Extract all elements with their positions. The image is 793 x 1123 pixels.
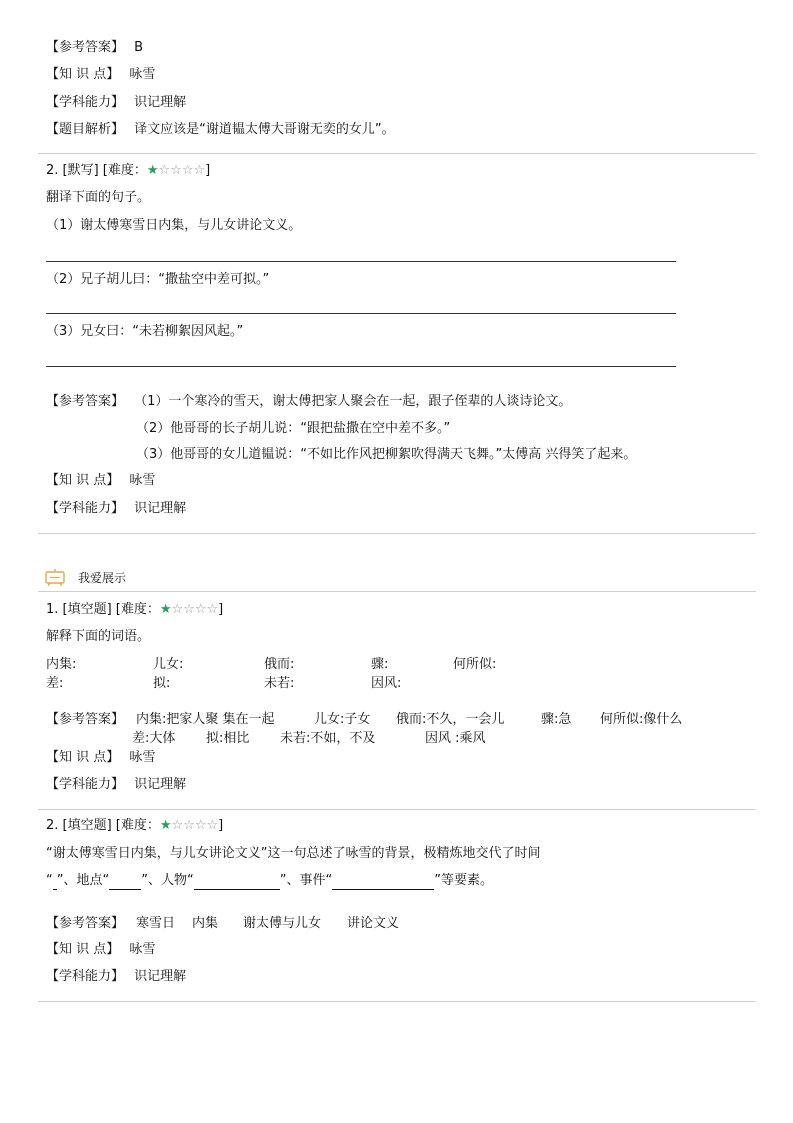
knowledge-point-row [46,473,155,489]
word-item: 何所似: [453,657,497,672]
question-type: 2. [默写] [难度： [46,163,147,178]
knowledge-point-row [46,67,155,83]
divider [38,591,756,592]
knowledge-point-value: 咏雪 [129,67,156,82]
answer-item: 拟:相比 [206,731,250,746]
sentence-1: （1）谢太傅寒雪日内集，与儿女讲论文义。 [46,218,302,233]
ability-row [46,969,186,985]
question-header-end: ] [218,602,224,617]
ability-label: 【学科能力】 [46,501,125,516]
fill-blank-place[interactable] [109,873,141,890]
ability-value: 识记理解 [134,969,187,984]
fill-blank-event[interactable] [332,873,434,890]
question-header [46,602,223,618]
answer-item: 因风 :乘风 [425,731,486,746]
word-item: 俄而: [264,657,295,672]
ability-value: 识记理解 [134,95,187,110]
question-text-blanks [46,873,493,890]
answer-item: 儿女:子女 [314,712,371,727]
question-text: “谢太傅寒雪日内集，与儿女讲论文义”这一句总述了咏雪的背景，极精炼地交代了时间 [46,846,541,861]
analysis-label: 【题目解析】 [46,122,125,137]
star-empty-icon: ☆☆☆☆ [171,818,219,833]
divider [38,533,756,534]
ability-label: 【学科能力】 [46,95,125,110]
answer-row [46,394,571,410]
answer-item: 何所似:像什么 [600,712,683,727]
knowledge-point-label: 【知 识 点】 [46,750,120,765]
answer-item: 差:大体 [132,731,176,746]
ability-row [46,777,186,793]
answer-item: 俄而:不久，一会儿 [396,712,505,727]
question-header [46,818,223,834]
answer-label: 【参考答案】 [46,394,125,409]
word-item: 差: [46,676,64,691]
star-empty-icon: ☆☆☆☆ [158,163,206,178]
ability-value: 识记理解 [134,777,187,792]
word-item: 骤: [371,657,389,672]
word-item: 儿女: [153,657,184,672]
word-item: 因风: [371,676,402,691]
quote-event: ”、事件“ [279,873,333,888]
answer-text-2: （2）他哥哥的长子胡儿说：“跟把盐撒在空中差不多。” [136,421,451,436]
star-empty-icon: ☆☆☆☆ [171,602,219,617]
knowledge-point-value: 咏雪 [129,473,156,488]
quote-person: ”、人物“ [141,873,194,888]
knowledge-point-row [46,942,155,958]
answer-item: 内集:把家人聚 集在一起 [136,712,275,727]
answer-blank-line[interactable] [46,366,676,367]
word-item: 未若: [264,676,295,691]
question-header-end: ] [218,818,224,833]
quote-open: “ [46,873,53,888]
answer-text-1: （1）一个寒冷的雪天，谢太傅把家人聚会在一起，跟子侄辈的人谈诗论文。 [134,394,572,409]
knowledge-point-row [46,750,155,766]
star-filled-icon: ★ [159,602,172,617]
knowledge-point-label: 【知 识 点】 [46,473,120,488]
star-filled-icon: ★ [159,818,172,833]
star-filled-icon: ★ [146,163,159,178]
answer-item: 寒雪日 [136,916,176,931]
question-instruction: 翻译下面的句子。 [46,190,151,205]
word-item: 拟: [153,676,171,691]
analysis-row [46,122,395,138]
sentence-2: （2）兄子胡儿曰：“撒盐空中差可拟。” [46,272,270,287]
sentence-3: （3）兄女曰：“未若柳絮因风起。” [46,324,244,339]
ability-value: 识记理解 [134,501,187,516]
analysis-value: 译文应该是“谢道韫太傅大哥谢无奕的女儿”。 [134,122,395,137]
question-header [46,163,210,179]
answer-item: 讲论文义 [347,916,400,931]
answer-blank-line[interactable] [46,313,676,314]
answer-value: B [134,40,144,55]
question-header-end: ] [205,163,211,178]
ability-row [46,501,186,517]
divider [38,1001,756,1002]
ability-row [46,95,186,111]
quote-end: ”等要素。 [434,873,493,888]
section-title: 我爱展示 [78,571,127,585]
knowledge-point-value: 咏雪 [129,750,156,765]
answer-label: 【参考答案】 [46,712,125,727]
ability-label: 【学科能力】 [46,969,125,984]
answer-item: 内集 [192,916,219,931]
divider [38,809,756,810]
question-type: 2. [填空题] [难度： [46,818,160,833]
ability-label: 【学科能力】 [46,777,125,792]
divider [38,153,756,154]
knowledge-point-label: 【知 识 点】 [46,67,120,82]
answer-label: 【参考答案】 [46,40,125,55]
knowledge-point-value: 咏雪 [129,942,156,957]
answer-label: 【参考答案】 [46,916,125,931]
answer-item: 骤:急 [541,712,572,727]
presentation-board-icon [44,568,66,586]
word-item: 内集: [46,657,77,672]
fill-blank-person[interactable] [194,873,280,890]
question-instruction: 解释下面的词语。 [46,629,151,644]
answer-blank-line[interactable] [46,261,676,262]
answer-item: 未若:不如，不及 [280,731,376,746]
answer-text-3: （3）他哥哥的女儿道韫说：“不如比作风把柳絮吹得满天飞舞。”太傅高 兴得笑了起来。 [136,447,637,462]
knowledge-point-label: 【知 识 点】 [46,942,120,957]
answer-row [46,40,143,56]
question-type: 1. [填空题] [难度： [46,602,160,617]
quote-place: ”、地点“ [56,873,110,888]
answer-item: 谢太傅与儿女 [243,916,322,931]
